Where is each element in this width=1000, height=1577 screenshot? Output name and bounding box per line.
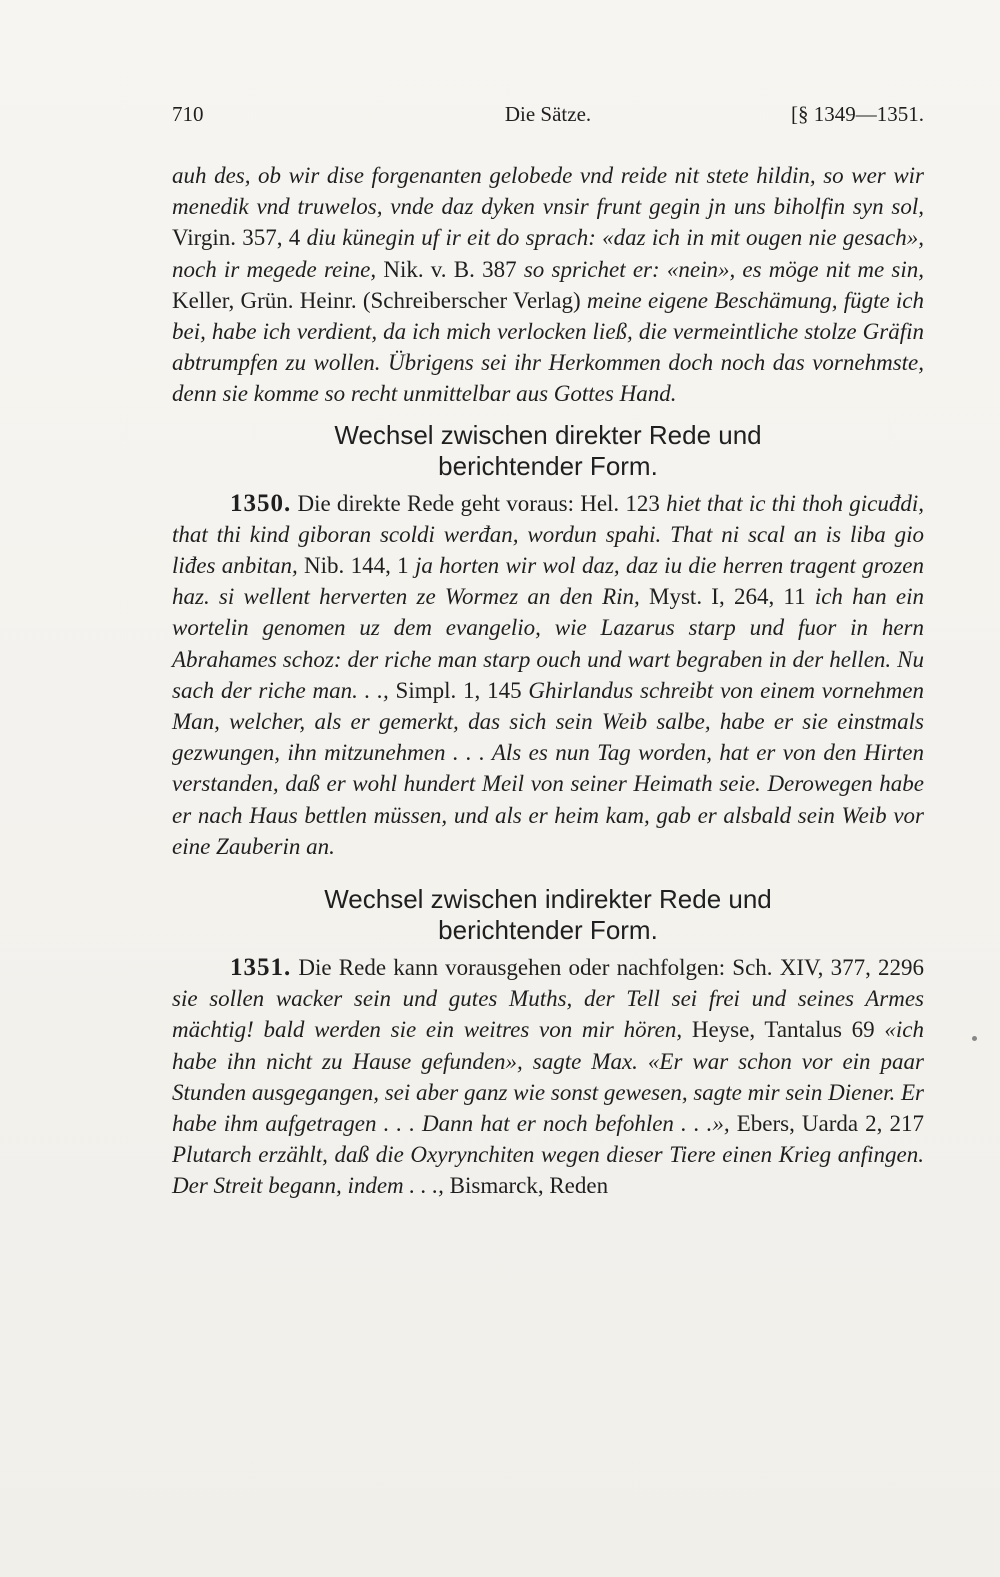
citation-text: Keller, Grün. Heinr. (Schreiberscher Verlag) — [172, 287, 587, 313]
heading-line: berichtender Form. — [438, 450, 658, 481]
running-title: Die Sätze. — [504, 102, 592, 126]
paragraph-number: 1350. — [230, 489, 292, 517]
page-number: 710 — [172, 102, 204, 126]
quotation-text: Plutarch erzählt, daß die Oxyrynchiten wegen dieser Tiere einen Krieg anfingen. Der Streit begann, indem . . ., — [172, 1142, 924, 1199]
citation-text: Die direkte Rede geht voraus: Hel. 123 — [291, 490, 667, 516]
quotation-text: «ich habe ihn nicht zu Hause gefunden», sagte Max. «Er war schon vor ein paar Stunden ausgegangen, sei aber ganz wie sonst gewesen, sagte mir sein Diener. Er habe ihm aufgetragen . . . Dann hat er noch befohlen . . .», — [172, 1017, 924, 1137]
citation-text: Nik. v. B. 387 — [376, 256, 524, 282]
quotation-text: meine eigene Beschämung, fügte ich bei, habe ich verdient, da ich mich verlocken ließ, die vermeintliche stolze Gräfin abtrumpfen zu wollen. Übrigens sei ihr Herkommen doch noch das vornehmste, denn sie komme so recht unmittelbar aus Gottes Hand. — [172, 287, 925, 407]
quotation-text: ich han ein wortelin genomen uz dem evangelio, wie Lazarus starp und fuor in hern Abrahames schoz: der riche man starp ouch und wart begraben in der hellen. Nu sach der riche man. . ., — [172, 584, 924, 703]
paragraph-1351 — [172, 952, 924, 1202]
heading-line: Wechsel zwischen direkter Rede und — [334, 419, 762, 450]
quotation-text: so sprichet er: «nein», es möge nit me sin, — [523, 256, 924, 282]
section-heading-direct — [172, 420, 924, 482]
citation-text: Ebers, Uarda 2, 217 — [729, 1111, 924, 1137]
quotation-text: sie sollen wacker sein und gutes Muths, der Tell sei frei und seines Armes mächtig! bald werden sie ein weitres von mir hören, — [172, 986, 924, 1043]
heading-line: Wechsel zwischen indirekter Rede und — [324, 884, 772, 915]
paragraph-1350 — [172, 488, 924, 862]
citation-text: Heyse, Tantalus 69 — [682, 1017, 885, 1043]
section-range: [§ 1349—1351. — [791, 102, 924, 126]
section-heading-indirect — [172, 884, 924, 946]
running-header — [172, 102, 924, 134]
page-body — [172, 160, 924, 1202]
heading-line: berichtender Form. — [438, 915, 658, 946]
paragraph-number: 1351. — [230, 954, 292, 982]
citation-text: Bismarck, Reden — [443, 1173, 609, 1199]
citation-text: Die Rede kann vorausgehen oder nachfolgen: Sch. XIV, 377, 2296 — [291, 955, 924, 981]
quotation-text: ja horten wir wol daz, daz iu die herren tragent grozen haz. si wellent herverten ze Wormez an den Rin, — [172, 553, 924, 610]
citation-text: Simpl. 1, 145 — [388, 677, 529, 703]
citation-text: Nib. 144, 1 — [297, 553, 415, 579]
quotation-text: auh des, ob wir dise forgenanten gelobede vnd reide nit stete hildin, so wer wir menedik vnd truwelos, vnde daz dyken vnsir frunt gegin jn uns biholfin syn sol, — [172, 163, 924, 220]
intro-paragraph — [172, 160, 924, 410]
citation-text: Virgin. 357, 4 — [172, 225, 307, 251]
citation-text: Myst. I, 264, 11 — [639, 584, 815, 610]
quotation-text: diu künegin uf ir eit do sprach: «daz ich in mit ougen nie gesach», noch ir megede reine, — [172, 225, 924, 282]
margin-mark — [972, 1036, 977, 1041]
quotation-text: Ghirlandus schreibt von einem vornehmen Man, welcher, als er gemerkt, das sich sein Weib salbe, habe er sie einstmals gezwungen, ihn mitzunehmen . . . Als es nun Tag worden, hat er von den Hirten verstanden, daß er wohl hundert Meil von seiner Heimath seie. Derowegen habe er nach Haus bettlen müssen, und als er heim kam, gab er alsbald sein Weib vor eine Zauberin an. — [172, 677, 924, 859]
quotation-text: hiet that ic thi thoh gicuđdi, that thi kind giboran scoldi werđan, wordun spahi. That ni scal an is liba gio liđes anbitan, — [172, 490, 924, 579]
